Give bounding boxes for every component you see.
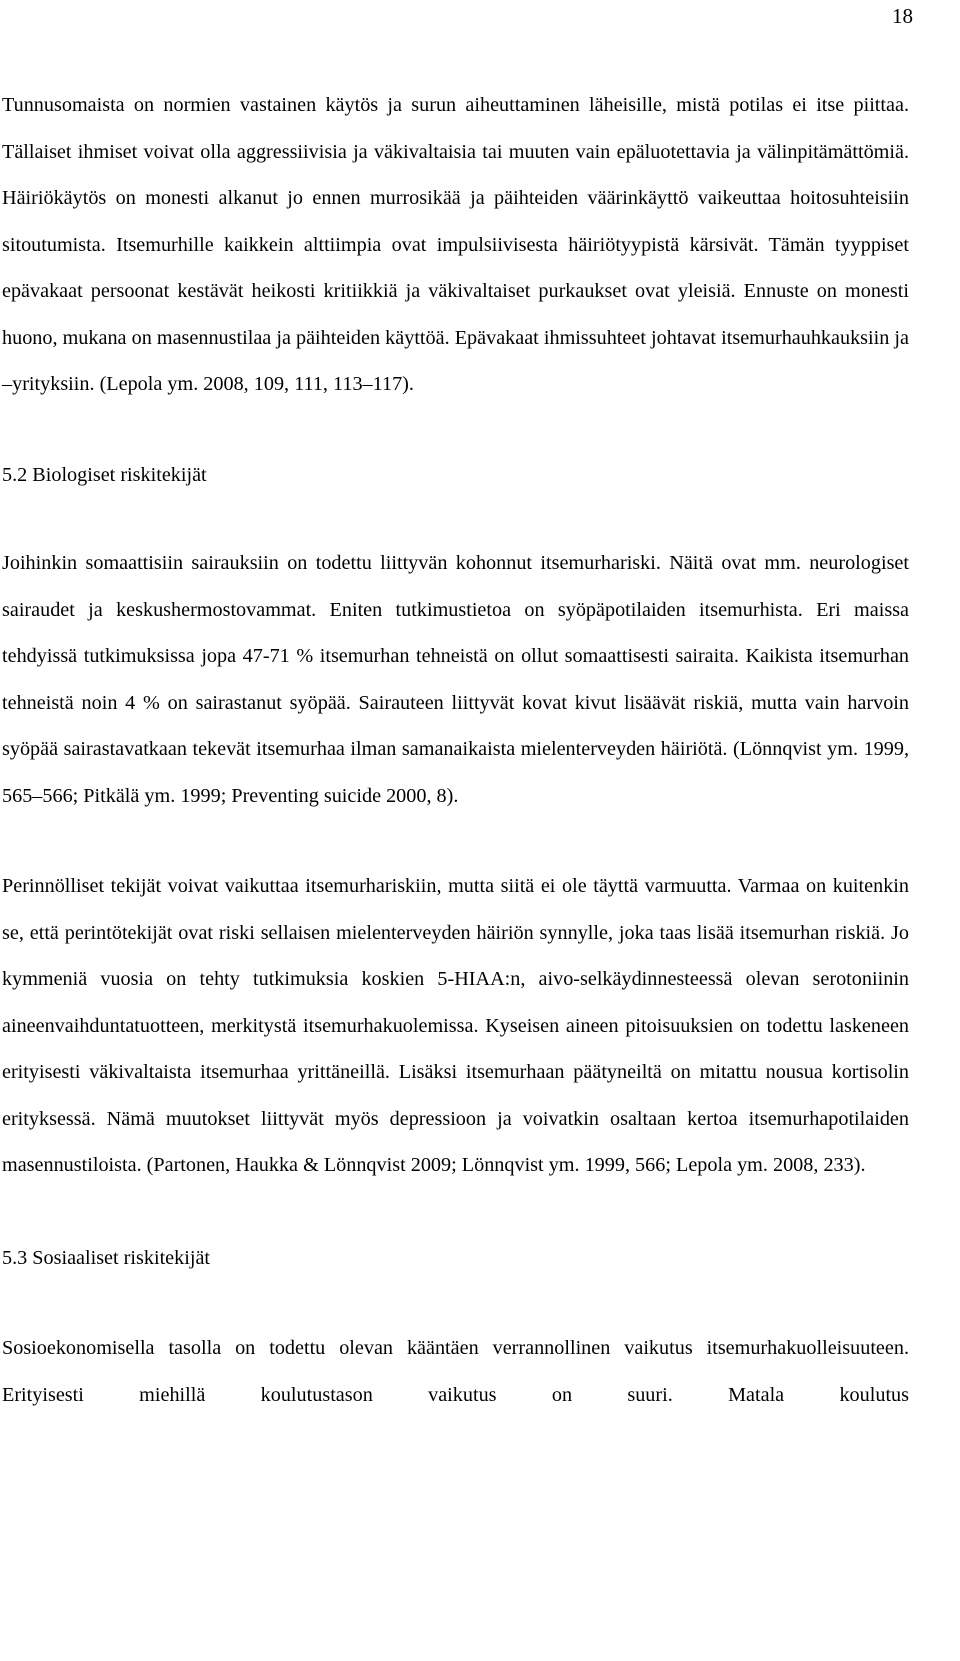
section-heading-biological-risk-factors: 5.2 Biologiset riskitekijät — [2, 463, 207, 486]
section-heading-social-risk-factors: 5.3 Sosiaaliset riskitekijät — [2, 1246, 211, 1269]
document-body — [2, 82, 909, 1418]
paragraph-somatic-illnesses: Joihinkin somaattisiin sairauksiin on todettu liittyvän kohonnut itsemurhariski. Näitä ovat mm. neurologiset sairaudet ja keskushermostovammat. Eniten tutkimustietoa on syöpäpotilaiden itsemurhista. Eri maissa tehdyissä tutkimuksissa jopa 47-71 % itsemurhan tehneistä on ollut somaattisesti sairaita. Kaikista itsemurhan tehneistä noin 4 % on sairastanut syöpää. Sairauteen liittyvät kovat kivut lisäävät riskiä, mutta vain harvoin syöpää sairastavatkaan tekevät itsemurhaa ilman samanaikaista mielenterveyden häiriötä. (Lönnqvist ym. 1999, 565–566; Pitkälä ym. 1999; Preventing suicide 2000, 8). — [2, 552, 909, 807]
paragraph-socioeconomic-status: Sosioekonomisella tasolla on todettu olevan kääntäen verrannollinen vaikutus itsemurhakuolleisuuteen. Erityisesti miehillä koulutustason vaikutus on suuri. Matala koulutus — [2, 1337, 909, 1406]
paragraph-personality-disorders: Tunnusomaista on normien vastainen käytös ja surun aiheuttaminen läheisille, mistä potilas ei itse piittaa. Tällaiset ihmiset voivat olla aggressiivisia ja väkivaltaisia tai muuten vain epäluotettavia ja välinpitämättömiä. Häiriökäytös on monesti alkanut jo ennen murrosikää ja päihteiden väärinkäyttö vaikeuttaa hoitosuhteisiin sitoutumista. Itsemurhille kaikkein alttiimpia ovat impulsiivisesta häiriötyypistä kärsivät. Tämän tyyppiset epävakaat persoonat kestävät heikosti kritiikkiä ja väkivaltaiset purkaukset ovat yleisiä. Ennuste on monesti huono, mukana on masennustilaa ja päihteiden käyttöä. Epävakaat ihmissuhteet johtavat itsemurhauhkauksiin ja –yrityksiin. (Lepola ym. 2008, 109, 111, 113–117). — [2, 94, 909, 395]
page-number: 18 — [892, 4, 913, 28]
paragraph-hereditary-factors: Perinnölliset tekijät voivat vaikuttaa itsemurhariskiin, mutta siitä ei ole täyttä varmuutta. Varmaa on kuitenkin se, että perintötekijät ovat riski sellaisen mielenterveyden häiriön synnylle, joka taas lisää itsemurhan riskiä. Jo kymmeniä vuosia on tehty tutkimuksia koskien 5-HIAA:n, aivo-selkäydinnesteessä olevan serotoniinin aineenvaihduntatuotteen, merkitystä itsemurhakuolemissa. Kyseisen aineen pitoisuuksien on todettu laskeneen erityisesti väkivaltaista itsemurhaa yrittäneillä. Lisäksi itsemurhaan päätyneiltä on mitattu nousua kortisolin erityksessä. Nämä muutokset liittyvät myös depressioon ja voivatkin osaltaan kertoa itsemurhapotilaiden masennustiloista. (Partonen, Haukka & Lönnqvist 2009; Lönnqvist ym. 1999, 566; Lepola ym. 2008, 233). — [2, 875, 909, 1176]
